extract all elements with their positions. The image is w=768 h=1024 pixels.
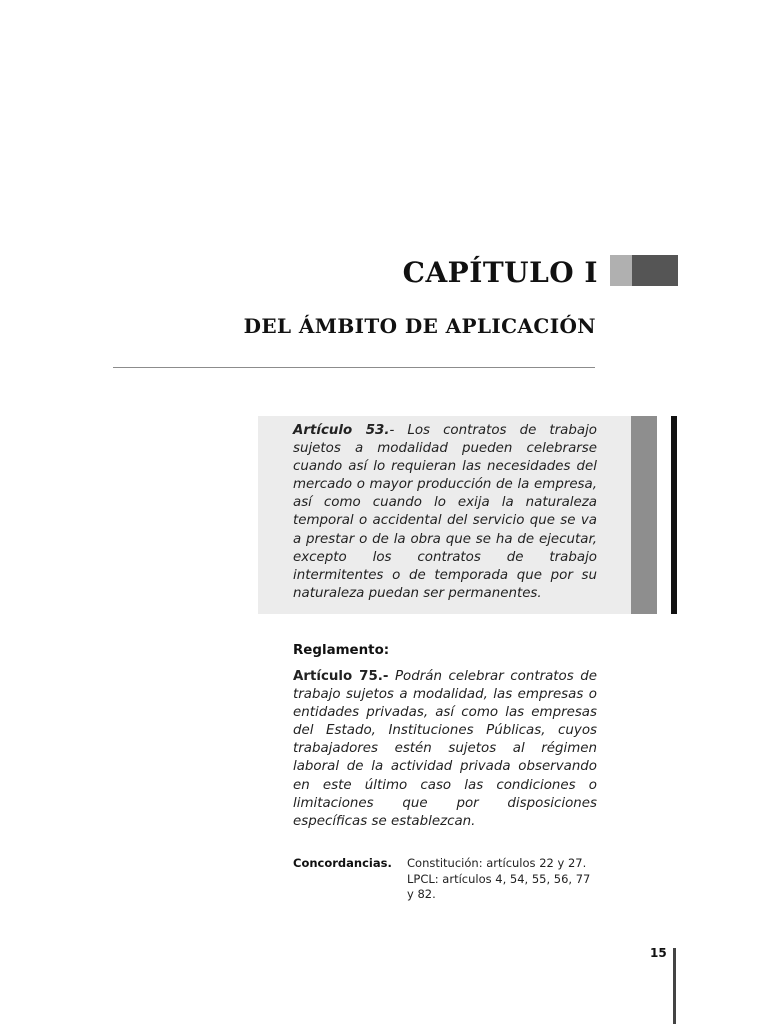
reglamento-article-75-text: Podrán celebrar contratos de trabajo sujetos a modalidad, las empresas o entidades privadas, así como las empresas del Estado, Instituciones Públicas, cuyos trabajadores estén sujetos al régimen laboral de la actividad privada observando en este último caso las condiciones o limitaciones que por disposiciones específicas se establezcan. [293, 669, 597, 829]
reglamento-article-75 [293, 668, 597, 831]
title-divider [113, 367, 595, 368]
chapter-decor-light-block [610, 255, 632, 286]
concordancia-constitucion: Constitución: artículos 22 y 27. [407, 856, 587, 870]
chapter-title: CAPÍTULO I [402, 256, 598, 289]
page-number-rule [673, 948, 676, 1024]
article-53-box [258, 416, 631, 614]
article-53-text: - Los contratos de trabajo sujetos a modalidad pueden celebrarse cuando así lo requieran las necesidades del mercado o mayor producción de la empresa, así como cuando lo exija la naturaleza temporal o accidental del servicio que se va a prestar o de la obra que se ha de ejecutar, excepto los contratos de trabajo intermitentes o de temporada que por su naturaleza puedan ser permanentes. [293, 423, 597, 601]
page-number: 15 [650, 946, 667, 960]
article-box-grey-bar [631, 416, 657, 614]
reglamento-article-75-lead: Artículo 75.- [293, 669, 389, 684]
article-53-paragraph [293, 422, 597, 603]
article-53-lead: Artículo 53. [293, 423, 390, 438]
chapter-decor-dark-block [632, 255, 678, 286]
reglamento-heading: Reglamento: [293, 643, 390, 658]
article-box-black-bar [671, 416, 677, 614]
concordancias-refs [407, 856, 599, 903]
chapter-subtitle: DEL ÁMBITO DE APLICACIÓN [243, 314, 596, 338]
concordancias-label: Concordancias. [293, 856, 392, 870]
concordancia-lpcl: LPCL: artículos 4, 54, 55, 56, 77 y 82. [407, 871, 591, 901]
